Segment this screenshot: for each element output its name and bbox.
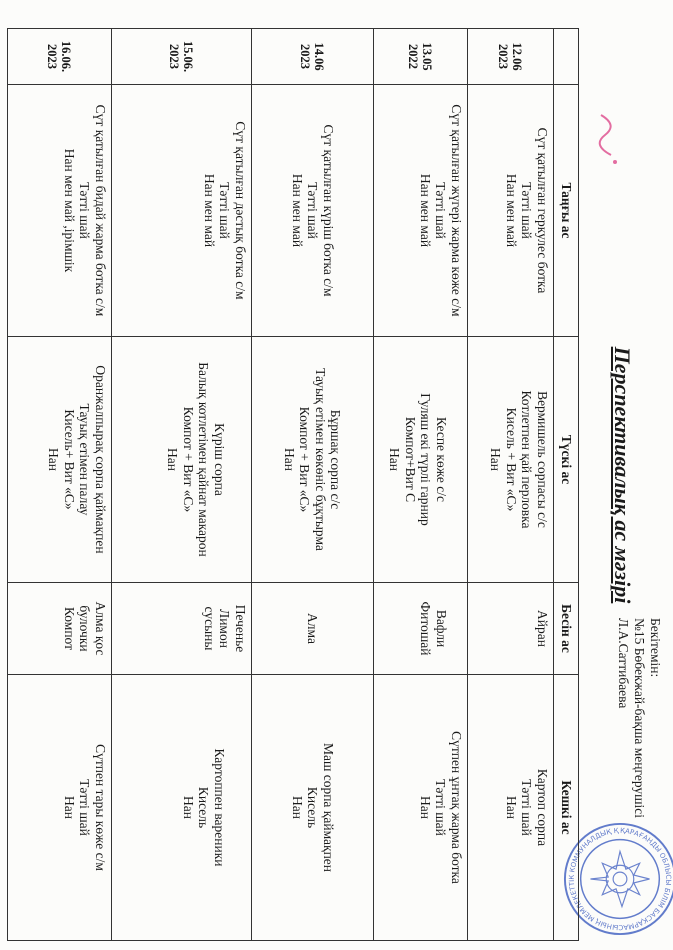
dinner-cell: Сүтпен ұнтақ жарма ботка Тәтті шай Нан: [374, 675, 468, 941]
breakfast-cell: Сүт қатылған бидай жарма ботка с/м Тәтті шай Нан мен май ,ірімшік: [8, 85, 112, 337]
date-cell: 15.06. 2023: [112, 29, 252, 85]
breakfast-cell: Сүт қатылған геркулес ботка Тәтті шай Нан мен май: [468, 85, 554, 337]
snack-cell: Айран: [468, 583, 554, 675]
header-lunch: Түскі ас: [554, 337, 579, 583]
breakfast-cell: Сүт қатылған дәстық ботка с/м Тәтті шай Нан мен май: [112, 85, 252, 337]
header-breakfast: Таңғы ас: [554, 85, 579, 337]
table-row: [468, 29, 554, 941]
header-date: [554, 29, 579, 85]
dinner-cell: Картоп сорпа Тәтті шай Нан: [468, 675, 554, 941]
date-cell: 12.06 2023: [468, 29, 554, 85]
table-row: [252, 29, 374, 941]
lunch-cell: Оранжалпырақ сорпа қаймақпен Тауық етімен палау Кисель+ Вит «С» Нан: [8, 337, 112, 583]
table-header-row: [554, 29, 579, 941]
date-cell: 16.06. 2023: [8, 29, 112, 85]
breakfast-cell: Сүт қатылған жүгері жарма көже с/м Тәтті шай Нан мен май: [374, 85, 468, 337]
dinner-cell: Сүтпен тары көже с/м Тәтті шай Нан: [8, 675, 112, 941]
approval-block: [615, 618, 663, 818]
breakfast-cell: Сүт қатылған күріш ботка с/м Тәтті шай Нан мен май: [252, 85, 374, 337]
approval-line: №15 Бөбекжай-бақша меңгерушісі: [632, 618, 647, 819]
header-dinner: Кешкі ас: [554, 675, 579, 941]
menu-table: [7, 28, 579, 941]
header-snack: Бесін ас: [554, 583, 579, 675]
lunch-cell: Күріш сорпа Балық котлетімен қайнат макарон Компот + Вит «С» Нан: [112, 337, 252, 583]
table-row: [374, 29, 468, 941]
table-row: [8, 29, 112, 941]
date-cell: 13.05 2022: [374, 29, 468, 85]
dinner-cell: Маш сорпа қаймақпен Кисель Нан: [252, 675, 374, 941]
lunch-cell: Кеспе көже с/с Гуляш екі түрлі гарнир Компот+Вит С Нан: [374, 337, 468, 583]
snack-cell: Алма қос булочки Компот: [8, 583, 112, 675]
table-row: [112, 29, 252, 941]
snack-cell: Алма: [252, 583, 374, 675]
snack-cell: Вафли Фитошай: [374, 583, 468, 675]
dinner-cell: Картоппен вареники Кисель Нан: [112, 675, 252, 941]
page-title: Перспективалық ас мәзірі: [610, 346, 635, 604]
stamp-ring-text: ҚАРАҒАНДЫ ОБЛЫСЫ БІЛІМ БАСҚАРМАСЫНЫҢ МЕМЛЕКЕТТІК КОММУНАЛДЫҚ Қ: [567, 826, 673, 932]
approval-line: Бекітемін:: [648, 618, 663, 678]
lunch-cell: Бұршақ сорпа с/с Тауық етімен көкөніс бұқтырма Компот + Вит «С» Нан: [252, 337, 374, 583]
date-cell: 14.06 2023: [252, 29, 374, 85]
snack-cell: Печенье Лимон сусыны: [112, 583, 252, 675]
approval-line: Л.А.Саттибаева: [616, 618, 631, 709]
lunch-cell: Вермишель сорпасы с/с Котлетпен қай перловка Кисель + Вит «С» Нан: [468, 337, 554, 583]
